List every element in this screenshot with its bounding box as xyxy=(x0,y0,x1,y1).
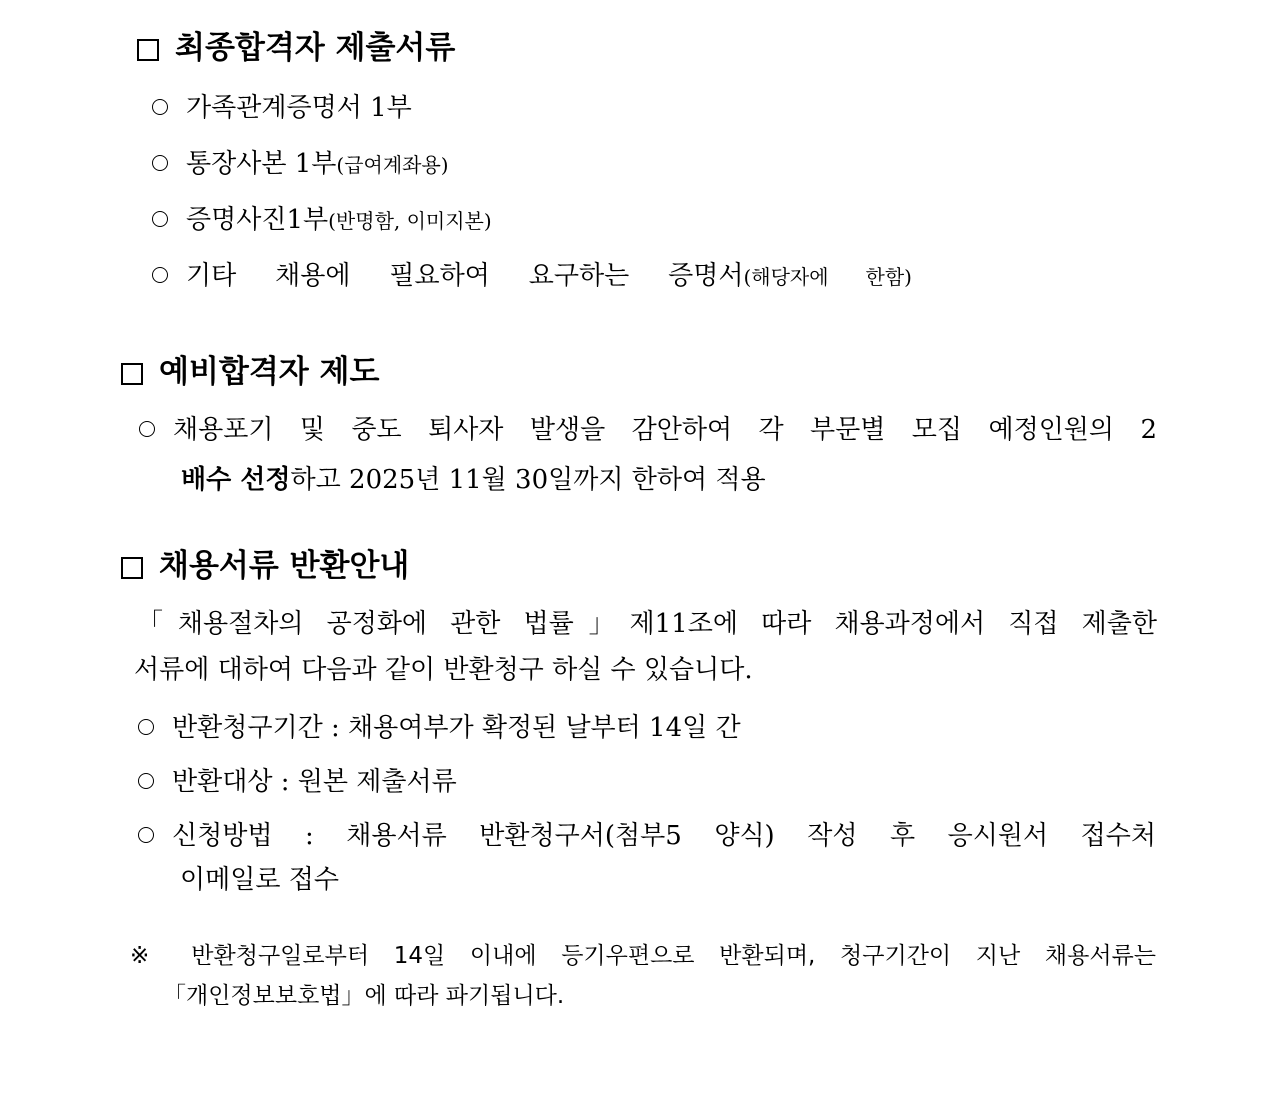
checkbox-square-icon xyxy=(121,363,143,385)
paragraph-text: 서류에 대하여 다음과 같이 반환청구 하실 수 있습니다. xyxy=(134,655,753,685)
list-item xyxy=(138,764,457,800)
item-note: (반명함, 이미지본) xyxy=(328,209,492,233)
list-item xyxy=(152,202,492,239)
paragraph-text: 채용포기 및 중도 퇴사자 발생을 감안하여 각 부문별 모집 예정인원의 2 xyxy=(173,415,1157,445)
checkbox-square-icon xyxy=(137,39,159,61)
circle-bullet-icon xyxy=(152,267,168,283)
item-note: (급여계좌용) xyxy=(336,153,449,177)
circle-bullet-icon xyxy=(138,773,154,789)
list-item-continuation xyxy=(180,862,339,898)
circle-bullet-icon xyxy=(152,155,168,171)
item-text: 이메일로 접수 xyxy=(180,865,339,895)
section-title: 채용서류 반환안내 xyxy=(159,548,410,584)
section-heading-document-return xyxy=(121,546,409,586)
checkbox-square-icon xyxy=(121,557,143,579)
circle-bullet-icon xyxy=(152,211,168,227)
list-item xyxy=(138,810,1156,862)
item-text: 신청방법 : 채용서류 반환청구서(첨부5 양식) 작성 후 응시원서 접수처 xyxy=(172,821,1156,851)
circle-bullet-icon xyxy=(139,421,155,437)
intro-line xyxy=(134,652,753,688)
circle-bullet-icon xyxy=(138,719,154,735)
list-item xyxy=(152,146,449,183)
item-text: 기타 채용에 필요하여 요구하는 증명서 xyxy=(186,261,744,291)
paragraph-line xyxy=(181,462,766,498)
note-line xyxy=(163,976,564,1016)
item-text: 가족관계증명서 1부 xyxy=(186,93,412,123)
bold-text: 배수 선정 xyxy=(181,465,291,495)
item-text: 증명사진1부 xyxy=(186,205,329,235)
circle-bullet-icon xyxy=(152,99,168,115)
list-item xyxy=(152,258,912,295)
item-note: (해당자에 한함) xyxy=(743,265,912,289)
section-title: 최종합격자 제출서류 xyxy=(175,30,456,66)
item-text: 반환대상 : 원본 제출서류 xyxy=(172,767,457,797)
note-text: ※ 반환청구일로부터 14일 이내에 등기우편으로 반환되며, 청구기간이 지난 채용서류는 xyxy=(130,943,1156,969)
list-item xyxy=(152,90,412,126)
section-title: 예비합격자 제도 xyxy=(159,354,380,390)
paragraph-text: 하고 2025년 11월 30일까지 한하여 적용 xyxy=(290,465,766,495)
intro-line xyxy=(137,598,1157,650)
paragraph-text: 「채용절차의 공정화에 관한 법률」제11조에 따라 채용과정에서 직접 제출한 xyxy=(137,609,1157,639)
note-line xyxy=(130,936,1156,976)
item-text: 통장사본 1부 xyxy=(186,149,337,179)
circle-bullet-icon xyxy=(138,827,154,843)
item-text: 반환청구기간 : 채용여부가 확정된 날부터 14일 간 xyxy=(172,713,741,743)
note-text: 「개인정보보호법」에 따라 파기됩니다. xyxy=(163,983,565,1009)
section-heading-reserve-candidates xyxy=(121,352,379,392)
paragraph-line xyxy=(139,404,1157,456)
list-item xyxy=(138,710,741,746)
section-heading-final-documents xyxy=(137,28,455,68)
